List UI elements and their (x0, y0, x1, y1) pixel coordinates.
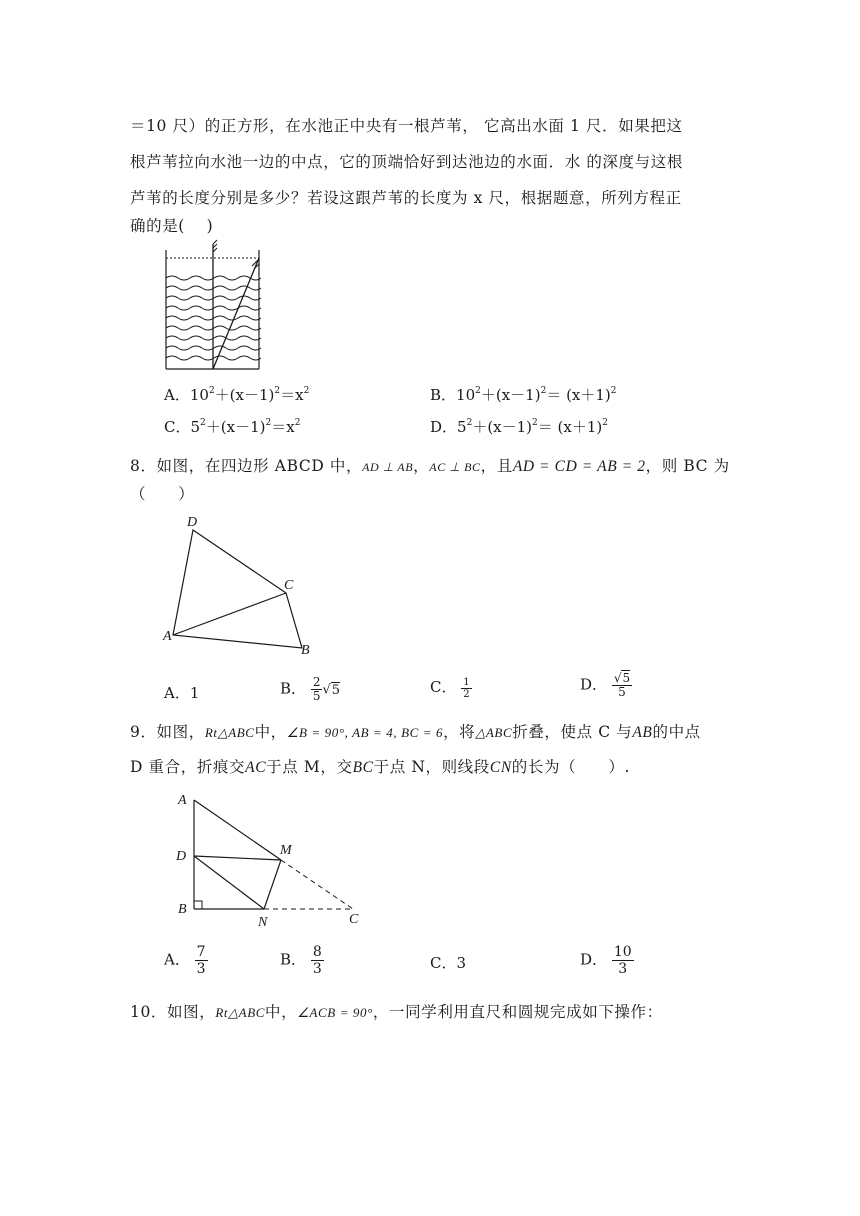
q9-label-a: A (178, 793, 187, 808)
q9-option-d-label: D． (580, 950, 608, 969)
q8-option-d-radicand: 5 (622, 671, 631, 685)
q9-ab: AB (632, 724, 653, 741)
q9-option-c[interactable] (430, 952, 466, 973)
q9-ac: AC (245, 759, 267, 776)
q9-rt-triangle: Rt△ABC (204, 725, 255, 740)
q7-option-a[interactable]: A．$10^2+(x-1)^2=x^2$ (164, 386, 310, 404)
q8-option-c-label: C． (430, 678, 457, 696)
q9-option-b-num: 8 (312, 944, 322, 960)
q7-option-b-label: B． (430, 386, 457, 404)
q9-option-d-num: 10 (613, 944, 632, 960)
q9-label-m: M (280, 843, 292, 858)
q7-option-c-label: C． (164, 418, 191, 436)
q10-mid: 中， (265, 1003, 298, 1021)
q9-option-a[interactable] (164, 944, 208, 977)
q7-line-3: 芦苇的长度分别是多少？若设这跟芦苇的长度为 x 尺，根据题意，所列方程正 (130, 189, 682, 207)
q8-sep1: ， (413, 457, 430, 475)
q9-mid3: 折叠，使点 C 与 (512, 723, 633, 741)
q8-cond-equal-sides: AD = CD = AB = 2 (512, 458, 646, 475)
q9-mid4: 的中点 (652, 723, 701, 741)
q8-option-b-fraction (311, 676, 323, 703)
q9-option-d[interactable] (580, 944, 634, 977)
q8-prefix: 8．如图，在四边形 ABCD 中， (130, 457, 363, 475)
q10-suffix: ，一同学利用直尺和圆规完成如下操作： (372, 1003, 663, 1021)
q9-folded-triangle-figure (170, 788, 370, 933)
q8-option-c-den: 2 (463, 688, 470, 700)
q9-mid2: ，将 (443, 723, 476, 741)
q9-label-n: N (258, 915, 268, 930)
q9-option-c-value: 3 (456, 954, 467, 972)
q9-option-a-fraction (195, 944, 208, 977)
q8-cond-ad-perp-ab: AD ⊥ AB (362, 460, 414, 474)
q9-label-b: B (178, 902, 187, 917)
q10-condition: ∠ACB = 90° (297, 1005, 373, 1020)
q8-option-d-label: D． (580, 675, 608, 694)
q8-option-b-radicand: 5 (331, 682, 341, 698)
q9-option-d-den: 3 (618, 961, 628, 977)
q9-stem-line-1 (130, 720, 701, 742)
q10-prefix: 10．如图， (130, 1003, 216, 1021)
q9-option-a-label: A． (164, 950, 190, 969)
q8-option-b-num: 2 (312, 675, 321, 689)
q8-option-b[interactable] (280, 676, 340, 703)
q8-option-c[interactable] (430, 676, 472, 700)
q8-option-a-label: A． (164, 684, 190, 702)
q9-line2-a: D 重合，折痕交 (130, 758, 246, 776)
q9-triangle: △ABC (475, 725, 513, 740)
q9-mid1: 中， (254, 723, 287, 741)
q8-sep2: ，且 (480, 457, 513, 475)
q8-option-a-value: 1 (189, 684, 200, 702)
q7-reed-pond-figure (162, 242, 272, 372)
q8-quadrilateral-figure (160, 512, 330, 662)
q7-option-a-label: A． (164, 386, 190, 404)
q8-option-d[interactable] (580, 672, 632, 699)
q8-option-c-num: 1 (463, 676, 470, 688)
q9-line2-b: 于点 M，交 (266, 758, 353, 776)
q8-option-a[interactable] (164, 682, 199, 703)
q9-bc: BC (352, 759, 374, 776)
q8-option-d-den: 5 (618, 685, 626, 699)
q9-label-d: D (176, 849, 187, 864)
q7-option-d[interactable]: D．$5^2+(x-1)^2= (x+1)^2$ (430, 418, 608, 436)
q9-option-d-fraction (612, 944, 634, 977)
q9-option-b-den: 3 (312, 961, 322, 977)
q9-option-b-fraction (311, 944, 324, 977)
q8-option-d-fraction (612, 672, 632, 699)
q8-cond-ac-perp-bc: AC ⊥ BC (429, 460, 481, 474)
q7-option-b[interactable]: B．$10^2+(x-1)^2= (x+1)^2$ (430, 386, 617, 404)
q8-label-a: A (163, 629, 172, 644)
q7-line-2: 根芦苇拉向水池一边的中点，它的顶端恰好到达池边的水面．水 的深度与这根 (130, 153, 683, 171)
q8-option-b-sqrt-sign: √ (322, 682, 331, 698)
q8-option-d-sqrt-sign: √ (613, 671, 622, 685)
q9-option-c-label: C． (430, 954, 457, 972)
q10-rt-triangle: Rt△ABC (215, 1005, 266, 1020)
q8-option-c-fraction (461, 677, 471, 700)
q9-option-a-den: 3 (196, 961, 206, 977)
q8-stem-line-2: （ ） (130, 485, 195, 503)
q9-option-a-num: 7 (196, 944, 206, 960)
q9-option-b-label: B． (280, 950, 307, 969)
q8-option-d-num (612, 672, 632, 686)
q8-option-b-label: B． (280, 679, 307, 698)
q8-stem-line-1 (130, 454, 730, 476)
q7-line-4: 确的是( ) (130, 217, 214, 235)
q7-line-1: ＝10 尺）的正方形，在水池正中央有一根芦苇， 它高出水面 1 尺．如果把这 (130, 117, 683, 135)
q10-stem-line-1 (130, 1000, 663, 1022)
q9-line2-d: 的长为（ ）. (511, 758, 631, 776)
q8-suffix: ，则 BC 为 (645, 457, 730, 475)
q9-conditions: ∠B = 90°, AB = 4, BC = 6 (286, 725, 444, 740)
q8-label-d: D (187, 515, 198, 530)
q7-option-c[interactable]: C．$5^2+(x-1)^2=x^2$ (164, 418, 301, 436)
q8-option-b-den: 5 (312, 689, 321, 703)
q7-option-d-label: D． (430, 418, 458, 436)
q9-line2-c: 于点 N，则线段 (373, 758, 490, 776)
q9-label-c: C (349, 912, 359, 927)
q9-stem-line-2 (130, 755, 630, 777)
q9-prefix: 9．如图， (130, 723, 205, 741)
q9-cn: CN (489, 759, 512, 776)
q8-label-c: C (284, 578, 294, 593)
q9-option-b[interactable] (280, 944, 324, 977)
q8-label-b: B (301, 643, 310, 658)
